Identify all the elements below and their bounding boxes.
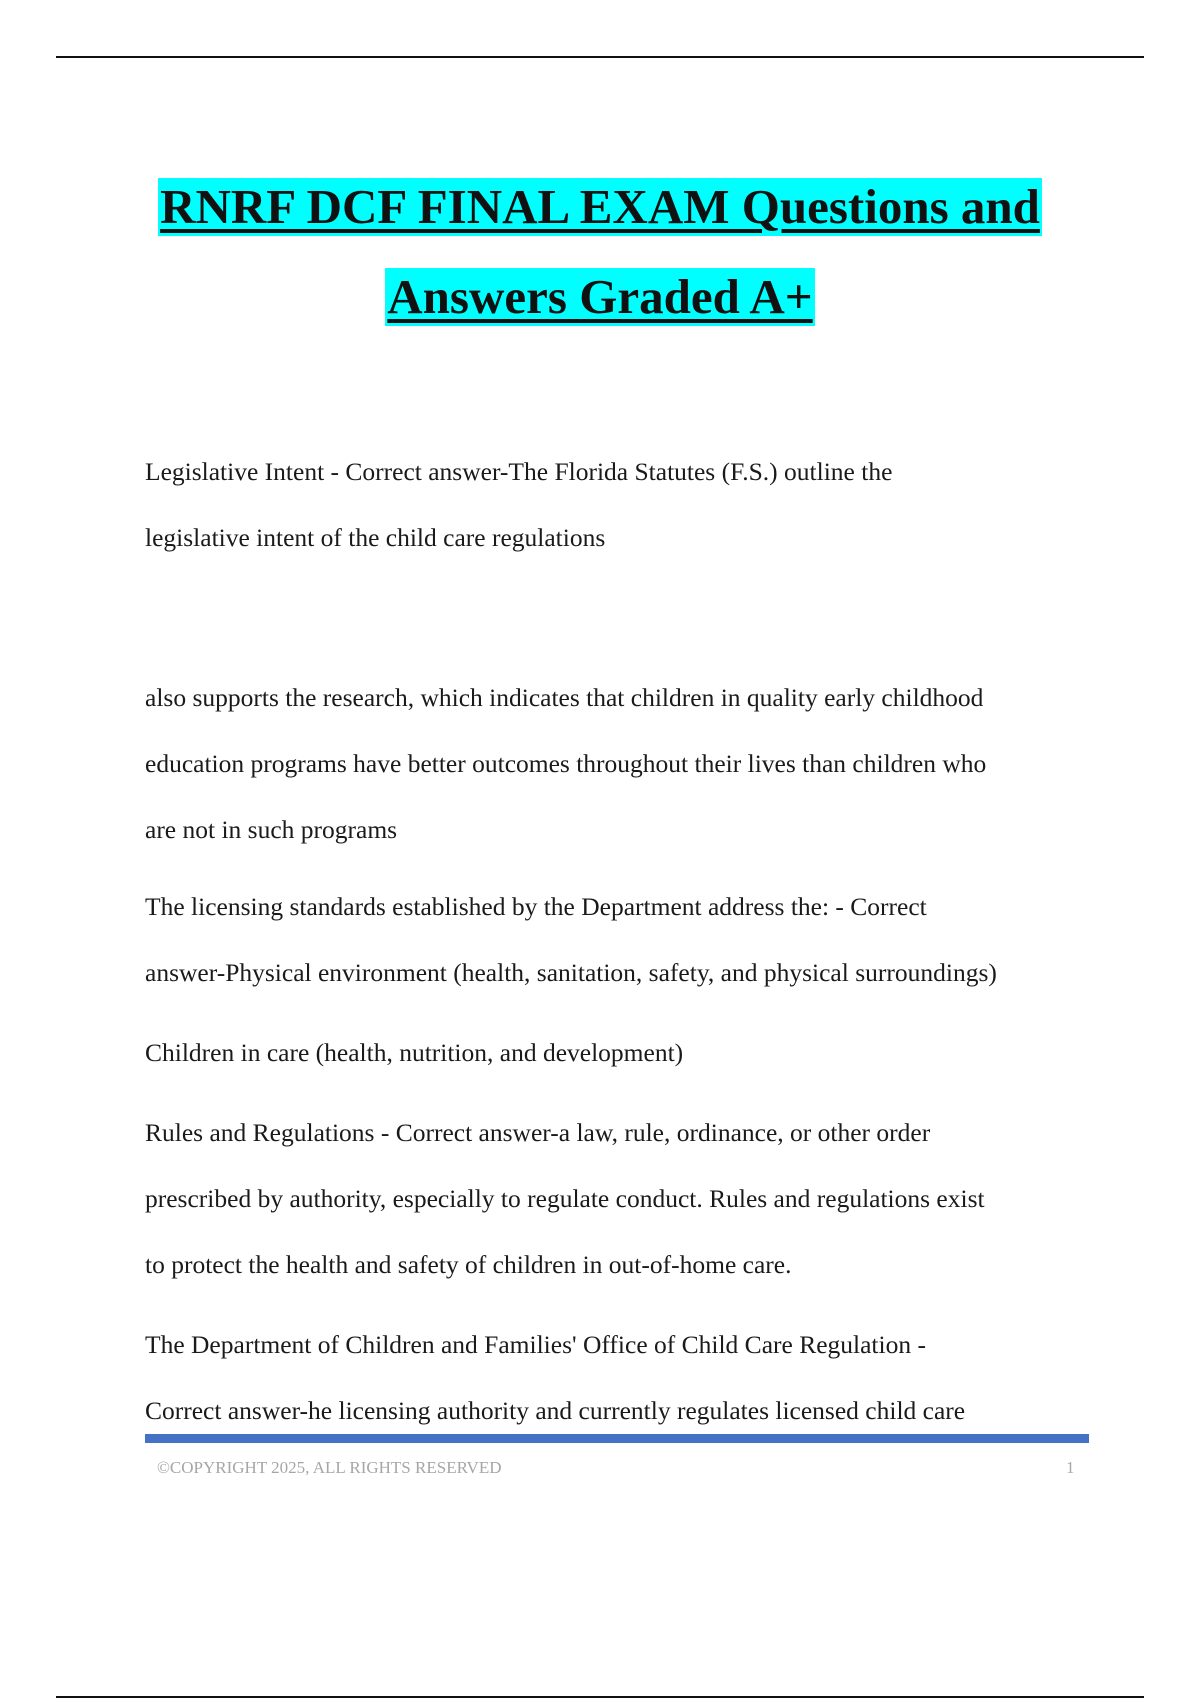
paragraph-line: legislative intent of the child care regulations [145, 523, 606, 552]
page-number: 1 [1066, 1458, 1075, 1477]
document-title [100, 178, 1100, 326]
paragraph-licensing-standards [145, 874, 997, 1006]
paragraph-line: answer-Physical environment (health, sanitation, safety, and physical surroundings) [145, 958, 997, 987]
bottom-rule [56, 1696, 1144, 1698]
paragraph-legislative-intent [145, 439, 892, 571]
paragraph-line: Correct answer-he licensing authority and currently regulates licensed child care [145, 1396, 966, 1425]
paragraph-line: to protect the health and safety of children in out-of-home care. [145, 1250, 792, 1279]
paragraph-children-in-care [145, 1020, 683, 1086]
paragraph-office-child-care [145, 1312, 965, 1444]
paragraph-line: The licensing standards established by the Department address the: - Correct [145, 892, 927, 921]
footer-bar [145, 1434, 1089, 1443]
paragraph-research [145, 665, 986, 863]
paragraph-line: also supports the research, which indicates that children in quality early childhood [145, 683, 984, 712]
paragraph-line: The Department of Children and Families' Office of Child Care Regulation - [145, 1330, 926, 1359]
paragraph-line: Legislative Intent - Correct answer-The Florida Statutes (F.S.) outline the [145, 457, 893, 486]
paragraph-rules-regulations [145, 1100, 985, 1298]
title-line-2: Answers Graded A+ [387, 269, 813, 324]
paragraph-line: Children in care (health, nutrition, and development) [145, 1038, 684, 1067]
paragraph-line: education programs have better outcomes throughout their lives than children who [145, 749, 987, 778]
title-line-1: RNRF DCF FINAL EXAM Questions and [160, 179, 1040, 234]
footer-copyright: ©COPYRIGHT 2025, ALL RIGHTS RESERVED [157, 1458, 502, 1477]
paragraph-line: Rules and Regulations - Correct answer-a law, rule, ordinance, or other order [145, 1118, 931, 1147]
paragraph-line: prescribed by authority, especially to regulate conduct. Rules and regulations exist [145, 1184, 985, 1213]
paragraph-line: are not in such programs [145, 815, 398, 844]
top-rule [56, 56, 1144, 58]
